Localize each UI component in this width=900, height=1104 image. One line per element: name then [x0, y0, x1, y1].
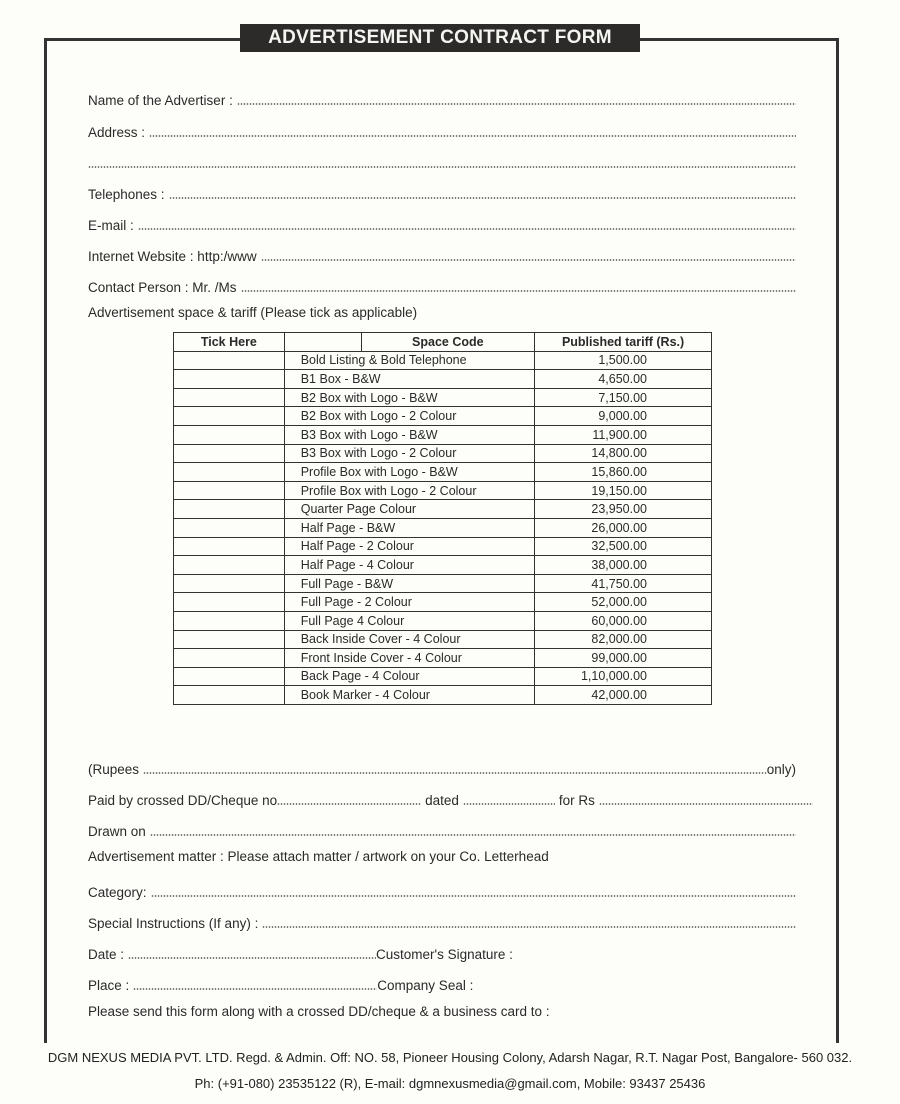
email-input[interactable] [138, 228, 796, 230]
date-input[interactable] [128, 957, 376, 959]
tick-cell[interactable] [174, 463, 285, 482]
tariff-header-row [174, 333, 712, 352]
telephones-input[interactable] [169, 197, 796, 199]
tick-cell[interactable] [174, 407, 285, 426]
tariff-cell: 42,000.00 [535, 686, 712, 705]
tariff-cell: 14,800.00 [535, 444, 712, 463]
address-line2-field[interactable] [88, 151, 796, 171]
tick-cell[interactable] [174, 556, 285, 575]
category-field[interactable] [88, 880, 796, 900]
space-code-cell: Half Page - 4 Colour [284, 556, 534, 575]
footer-address: DGM NEXUS MEDIA PVT. LTD. Regd. & Admin. Off: NO. 58, Pioneer Housing Colony, Adarsh Nagar, R.T. Nagar Post, Bangalore- 560 032. [47, 1050, 853, 1065]
cheque-date-input[interactable] [463, 803, 555, 805]
date-signature-row[interactable] [88, 942, 796, 962]
tariff-row [174, 518, 712, 537]
place-label: Place : [88, 978, 130, 993]
tick-cell[interactable] [174, 388, 285, 407]
tick-cell[interactable] [174, 686, 285, 705]
footer-contact: Ph: (+91-080) 23535122 (R), E-mail: dgmnexusmedia@gmail.com, Mobile: 93437 25436 [194, 1076, 706, 1091]
tariff-cell: 1,500.00 [535, 351, 712, 370]
tariff-row [174, 630, 712, 649]
tariff-cell: 9,000.00 [535, 407, 712, 426]
website-input[interactable] [261, 259, 796, 261]
tick-cell[interactable] [174, 649, 285, 668]
space-code-cell: B3 Box with Logo - 2 Colour [284, 444, 534, 463]
space-code-cell: Half Page - B&W [284, 518, 534, 537]
tariff-cell: 38,000.00 [535, 556, 712, 575]
header-blank [284, 333, 361, 352]
space-code-cell: B2 Box with Logo - 2 Colour [284, 407, 534, 426]
tariff-cell: 41,750.00 [535, 574, 712, 593]
contact-person-label: Contact Person : Mr. /Ms [88, 280, 237, 295]
address-input[interactable] [149, 135, 796, 137]
website-field[interactable] [88, 244, 796, 264]
category-input[interactable] [151, 895, 796, 897]
special-instructions-field[interactable] [88, 911, 796, 931]
tariff-row [174, 556, 712, 575]
space-code-cell: Back Inside Cover - 4 Colour [284, 630, 534, 649]
email-label: E-mail : [88, 218, 134, 233]
space-code-cell: B2 Box with Logo - B&W [284, 388, 534, 407]
contact-person-field[interactable] [88, 275, 796, 295]
tick-cell[interactable] [174, 593, 285, 612]
space-code-cell: Book Marker - 4 Colour [284, 686, 534, 705]
advertisement-matter-note: Advertisement matter : Please attach matter / artwork on your Co. Letterhead [88, 849, 549, 864]
cheque-field[interactable] [88, 788, 813, 808]
tick-cell[interactable] [174, 481, 285, 500]
rupees-suffix: only) [766, 762, 796, 777]
tariff-cell: 99,000.00 [535, 649, 712, 668]
address-line2-input[interactable] [88, 166, 796, 168]
tariff-row [174, 388, 712, 407]
space-code-cell: Quarter Page Colour [284, 500, 534, 519]
website-label: Internet Website : http:/www [88, 249, 257, 264]
tick-cell[interactable] [174, 370, 285, 389]
tariff-row [174, 463, 712, 482]
space-code-cell: Front Inside Cover - 4 Colour [284, 649, 534, 668]
tariff-cell: 82,000.00 [535, 630, 712, 649]
drawn-on-input[interactable] [150, 834, 796, 836]
tick-cell[interactable] [174, 425, 285, 444]
email-field[interactable] [88, 213, 796, 233]
address-field[interactable] [88, 120, 796, 140]
send-instructions: Please send this form along with a crossed DD/cheque & a business card to : [88, 1004, 550, 1019]
tariff-cell: 19,150.00 [535, 481, 712, 500]
special-instructions-label: Special Instructions (If any) : [88, 916, 259, 931]
tariff-cell: 60,000.00 [535, 611, 712, 630]
form-title: ADVERTISEMENT CONTRACT FORM [240, 24, 640, 52]
tariff-intro: Advertisement space & tariff (Please tick as applicable) [88, 305, 418, 320]
tariff-row [174, 351, 712, 370]
tariff-row [174, 425, 712, 444]
tick-cell[interactable] [174, 444, 285, 463]
tariff-row [174, 611, 712, 630]
tariff-row [174, 500, 712, 519]
tariff-cell: 4,650.00 [535, 370, 712, 389]
tariff-row [174, 667, 712, 686]
advertiser-name-input[interactable] [237, 103, 796, 105]
tariff-cell: 23,950.00 [535, 500, 712, 519]
space-code-cell: Full Page 4 Colour [284, 611, 534, 630]
for-rs-label: for Rs [558, 793, 595, 808]
tick-cell[interactable] [174, 630, 285, 649]
space-code-cell: Full Page - 2 Colour [284, 593, 534, 612]
tariff-row [174, 593, 712, 612]
cheque-label: Paid by crossed DD/Cheque no [88, 793, 278, 808]
telephones-label: Telephones : [88, 187, 165, 202]
tick-cell[interactable] [174, 667, 285, 686]
tariff-row [174, 574, 712, 593]
address-label: Address : [88, 125, 146, 140]
contact-person-input[interactable] [241, 290, 796, 292]
category-label: Category: [88, 885, 147, 900]
space-code-cell: Profile Box with Logo - B&W [284, 463, 534, 482]
tick-cell[interactable] [174, 537, 285, 556]
tariff-row [174, 686, 712, 705]
tick-cell[interactable] [174, 351, 285, 370]
tariff-table [173, 332, 712, 705]
special-instructions-input[interactable] [262, 926, 796, 928]
space-code-cell: Bold Listing & Bold Telephone [284, 351, 534, 370]
space-code-cell: Back Page - 4 Colour [284, 667, 534, 686]
telephones-field[interactable] [88, 182, 796, 202]
place-seal-row[interactable] [88, 973, 796, 993]
drawn-on-field[interactable] [88, 819, 796, 839]
space-code-cell: B1 Box - B&W [284, 370, 534, 389]
tariff-cell: 26,000.00 [535, 518, 712, 537]
tariff-row [174, 481, 712, 500]
date-label: Date : [88, 947, 125, 962]
tariff-cell: 15,860.00 [535, 463, 712, 482]
rupees-field[interactable] [88, 757, 796, 777]
tariff-cell: 52,000.00 [535, 593, 712, 612]
space-code-cell: Half Page - 2 Colour [284, 537, 534, 556]
header-space-code: Space Code [361, 333, 535, 352]
header-tick-here: Tick Here [174, 333, 285, 352]
advertiser-name-field[interactable] [88, 88, 796, 108]
tick-cell[interactable] [174, 611, 285, 630]
tick-cell[interactable] [174, 500, 285, 519]
tariff-row [174, 370, 712, 389]
tick-cell[interactable] [174, 518, 285, 537]
header-published-tariff: Published tariff (Rs.) [535, 333, 712, 352]
customer-signature-label: Customer's Signature : [376, 947, 513, 962]
tariff-row [174, 407, 712, 426]
tariff-row [174, 444, 712, 463]
tariff-cell: 7,150.00 [535, 388, 712, 407]
tariff-row [174, 649, 712, 668]
tariff-row [174, 537, 712, 556]
space-code-cell: Full Page - B&W [284, 574, 534, 593]
tariff-cell: 1,10,000.00 [535, 667, 712, 686]
space-code-cell: B3 Box with Logo - B&W [284, 425, 534, 444]
company-seal-label: Company Seal : [377, 978, 474, 993]
cheque-number-input[interactable] [277, 803, 421, 805]
drawn-on-label: Drawn on [88, 824, 146, 839]
tariff-cell: 32,500.00 [535, 537, 712, 556]
tick-cell[interactable] [174, 574, 285, 593]
rupees-prefix: (Rupees [88, 762, 140, 777]
tariff-cell: 11,900.00 [535, 425, 712, 444]
space-code-cell: Profile Box with Logo - 2 Colour [284, 481, 534, 500]
advertiser-name-label: Name of the Advertiser : [88, 93, 233, 108]
place-input[interactable] [133, 988, 377, 990]
dated-label: dated [425, 793, 459, 808]
rupees-input[interactable] [143, 772, 767, 774]
cheque-amount-input[interactable] [599, 803, 813, 805]
